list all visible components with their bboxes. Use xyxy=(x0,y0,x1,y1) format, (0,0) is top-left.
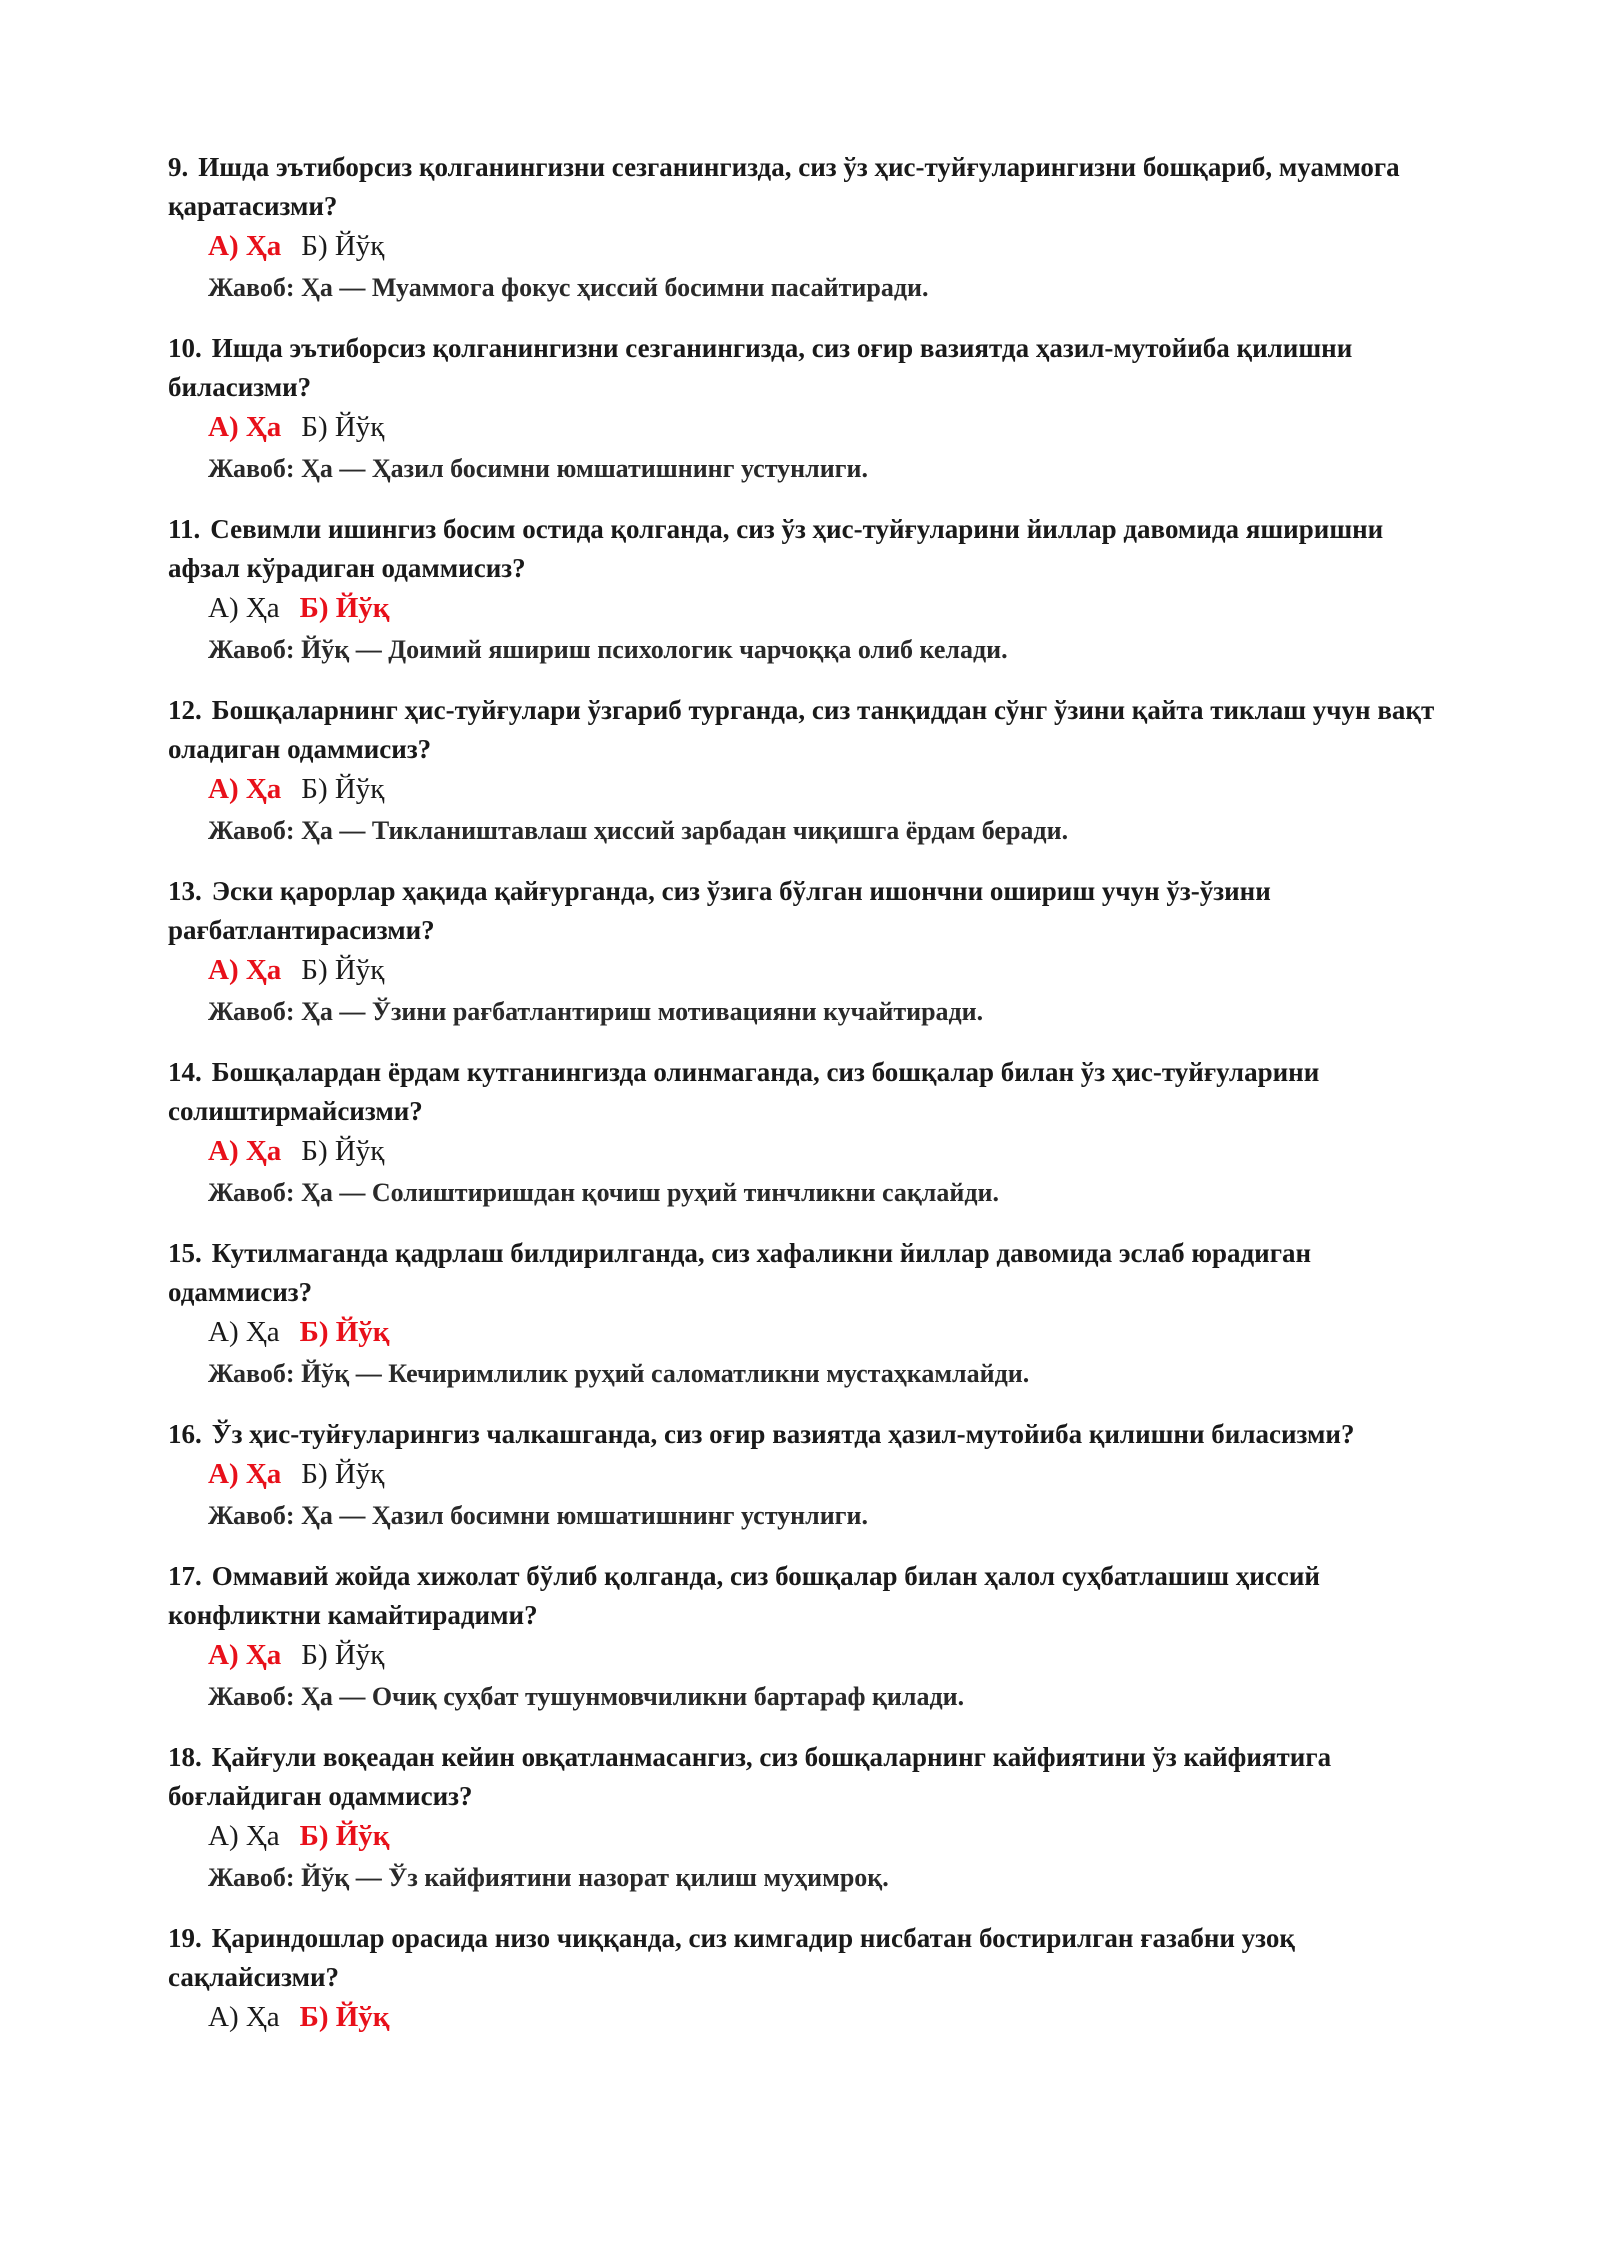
option-a[interactable]: А) Ҳа xyxy=(208,1639,282,1671)
answer-text: Жавоб: Ҳа — Муаммога фокус ҳиссий босимни пасайтиради. xyxy=(208,273,929,302)
question-number: 18. xyxy=(168,1742,202,1772)
question-text: 14. Бошқалардан ёрдам кутганингизда олинмаганда, сиз бошқалар билан ўз ҳис-туйғуларини солиштирмайсизми? xyxy=(168,1057,1320,1126)
question-text: 17. Оммавий жойда хижолат бўлиб қолганда, сиз бошқалар билан ҳалол суҳбатлашиш ҳиссий конфликтни камайтирадими? xyxy=(168,1561,1320,1630)
answer-text: Жавоб: Йўқ — Кечиримлилик руҳий саломатликни мустаҳкамлайди. xyxy=(208,1359,1030,1388)
question-item xyxy=(168,1557,1458,1717)
question-number: 9. xyxy=(168,152,189,182)
question-number: 13. xyxy=(168,876,202,906)
options-row xyxy=(208,407,1458,447)
question-number: 10. xyxy=(168,333,202,363)
option-b[interactable]: Б) Йўқ xyxy=(301,1458,385,1490)
option-a[interactable]: А) Ҳа xyxy=(208,1458,282,1490)
answer-text: Жавоб: Ҳа — Очиқ суҳбат тушунмовчиликни бартараф қилади. xyxy=(208,1682,965,1711)
question-item xyxy=(168,1415,1458,1536)
question-text: 13. Эски қарорлар ҳақида қайғурганда, сиз ўзига бўлган ишончни ошириш учун ўз-ўзини рағбатлантирасизми? xyxy=(168,876,1271,945)
answer-text: Жавоб: Ҳа — Ўзини рағбатлантириш мотивацияни кучайтиради. xyxy=(208,997,984,1026)
question-item xyxy=(168,1234,1458,1394)
options-row xyxy=(208,226,1458,266)
option-b[interactable]: Б) Йўқ xyxy=(299,1316,390,1348)
question-text: 16. Ўз ҳис-туйғуларингиз чалкашганда, сиз оғир вазиятда ҳазил-мутойиба қилишни биласизми? xyxy=(168,1419,1355,1449)
options-row xyxy=(208,1997,1458,2037)
question-item xyxy=(168,148,1458,308)
option-b[interactable]: Б) Йўқ xyxy=(301,773,385,805)
option-a[interactable]: А) Ҳа xyxy=(208,954,282,986)
option-b[interactable]: Б) Йўқ xyxy=(301,1639,385,1671)
question-number: 14. xyxy=(168,1057,202,1087)
options-row xyxy=(208,950,1458,990)
question-item xyxy=(168,1919,1458,2037)
option-a[interactable]: А) Ҳа xyxy=(208,1316,280,1348)
quiz-page xyxy=(168,148,1458,2058)
option-a[interactable]: А) Ҳа xyxy=(208,411,282,443)
option-a[interactable]: А) Ҳа xyxy=(208,773,282,805)
answer-text: Жавоб: Йўқ — Доимий яшириш психологик чарчоққа олиб келади. xyxy=(208,635,1008,664)
option-b[interactable]: Б) Йўқ xyxy=(299,592,390,624)
option-b[interactable]: Б) Йўқ xyxy=(301,1135,385,1167)
question-item xyxy=(168,1738,1458,1898)
option-b[interactable]: Б) Йўқ xyxy=(299,1820,390,1852)
question-text: 11. Севимли ишингиз босим остида қолганда, сиз ўз ҳис-туйғуларини йиллар давомида яширишни афзал кўрадиган одаммисиз? xyxy=(168,514,1384,583)
answer-text: Жавоб: Ҳа — Солиштиришдан қочиш руҳий тинчликни сақлайди. xyxy=(208,1178,1000,1207)
answer-text: Жавоб: Ҳа — Ҳазил босимни юмшатишнинг устунлиги. xyxy=(208,454,868,483)
option-a[interactable]: А) Ҳа xyxy=(208,230,282,262)
option-b[interactable]: Б) Йўқ xyxy=(299,2001,390,2033)
options-row xyxy=(208,588,1458,628)
question-number: 16. xyxy=(168,1419,202,1449)
options-row xyxy=(208,1635,1458,1675)
option-b[interactable]: Б) Йўқ xyxy=(301,954,385,986)
option-a[interactable]: А) Ҳа xyxy=(208,2001,280,2033)
question-number: 17. xyxy=(168,1561,202,1591)
options-row xyxy=(208,1312,1458,1352)
question-number: 12. xyxy=(168,695,202,725)
answer-text: Жавоб: Ҳа — Ҳазил босимни юмшатишнинг устунлиги. xyxy=(208,1501,868,1530)
option-b[interactable]: Б) Йўқ xyxy=(301,411,385,443)
option-a[interactable]: А) Ҳа xyxy=(208,592,280,624)
question-number: 19. xyxy=(168,1923,202,1953)
question-item xyxy=(168,872,1458,1032)
question-item xyxy=(168,691,1458,851)
option-b[interactable]: Б) Йўқ xyxy=(301,230,385,262)
question-text: 12. Бошқаларнинг ҳис-туйғулари ўзгариб турганда, сиз танқиддан сўнг ўзини қайта тиклаш учун вақт оладиган одаммисиз? xyxy=(168,695,1435,764)
answer-text: Жавоб: Ҳа — Тиклаништавлаш ҳиссий зарбадан чиқишга ёрдам беради. xyxy=(208,816,1069,845)
option-a[interactable]: А) Ҳа xyxy=(208,1135,282,1167)
options-row xyxy=(208,769,1458,809)
question-number: 15. xyxy=(168,1238,202,1268)
options-row xyxy=(208,1131,1458,1171)
question-text: 15. Кутилмаганда қадрлаш билдирилганда, сиз хафаликни йиллар давомида эслаб юрадиган одаммисиз? xyxy=(168,1238,1312,1307)
option-a[interactable]: А) Ҳа xyxy=(208,1820,280,1852)
options-row xyxy=(208,1816,1458,1856)
question-item xyxy=(168,329,1458,489)
question-item xyxy=(168,510,1458,670)
question-item xyxy=(168,1053,1458,1213)
question-text: 19. Қариндошлар орасида низо чиққанда, сиз кимгадир нисбатан бостирилган ғазабни узоқ сақлайсизми? xyxy=(168,1923,1295,1992)
question-text: 18. Қайғули воқеадан кейин овқатланмасангиз, сиз бошқаларнинг кайфиятини ўз кайфиятига боғлайдиган одаммисиз? xyxy=(168,1742,1332,1811)
options-row xyxy=(208,1454,1458,1494)
question-text: 9. Ишда эътиборсиз қолганингизни сезганингизда, сиз ўз ҳис-туйғуларингизни бошқариб, муаммога қаратасизми? xyxy=(168,152,1400,221)
question-number: 11. xyxy=(168,514,201,544)
answer-text: Жавоб: Йўқ — Ўз кайфиятини назорат қилиш муҳимроқ. xyxy=(208,1863,889,1892)
question-text: 10. Ишда эътиборсиз қолганингизни сезганингизда, сиз оғир вазиятда ҳазил-мутойиба қилишни биласизми? xyxy=(168,333,1353,402)
